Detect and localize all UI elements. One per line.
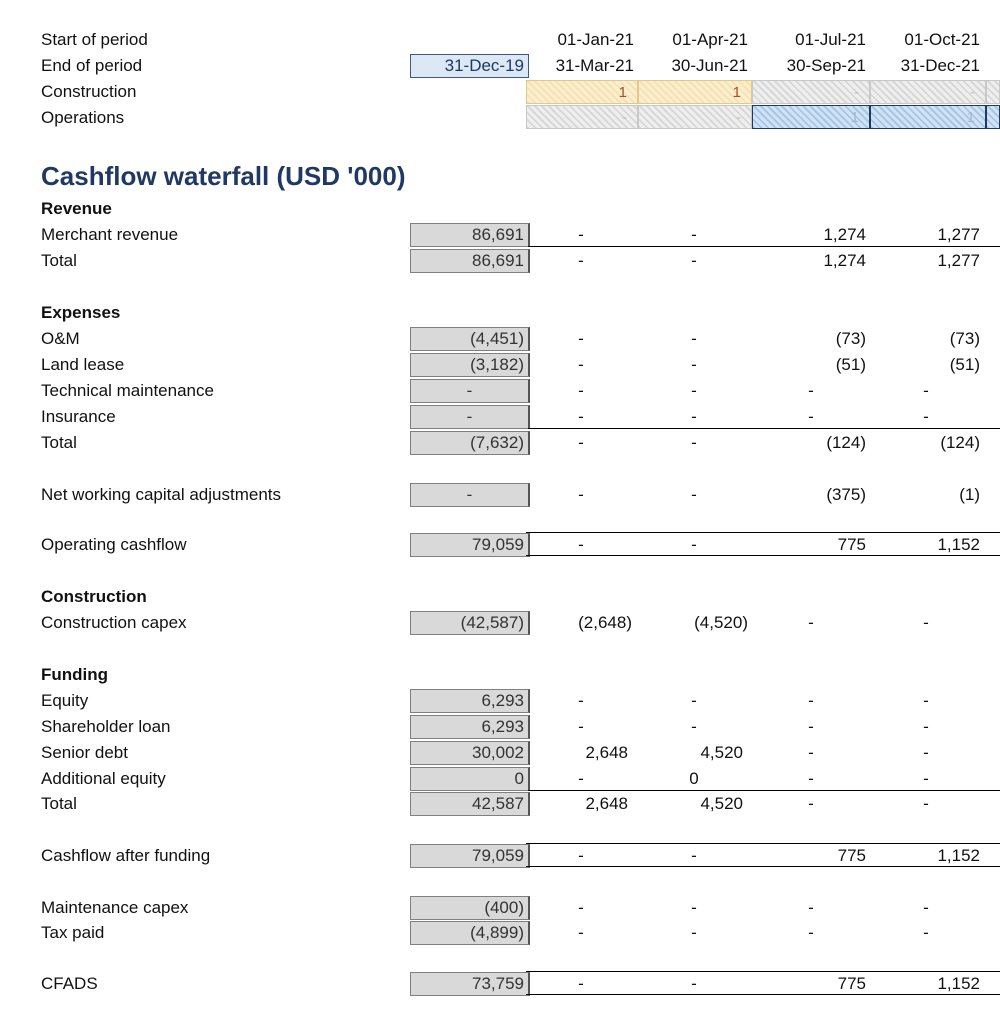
value-cell[interactable]: (124) xyxy=(940,433,980,452)
value-cell[interactable]: - xyxy=(691,355,697,374)
construction-flag-cell[interactable]: - xyxy=(752,80,870,104)
value-cell[interactable]: - xyxy=(691,407,697,426)
value-cell[interactable]: 4,520 xyxy=(700,743,743,762)
value-cell[interactable]: - xyxy=(923,769,929,788)
value-cell[interactable]: 775 xyxy=(837,974,866,993)
value-cell[interactable]: - xyxy=(923,898,929,917)
value-cell[interactable]: - xyxy=(691,846,697,865)
value-cell[interactable]: 2,648 xyxy=(585,743,628,762)
value-cell[interactable]: 1,274 xyxy=(823,251,866,270)
operating-cashflow-label: Operating cashflow xyxy=(41,535,187,554)
value-cell[interactable]: - xyxy=(578,691,584,710)
value-cell[interactable]: - xyxy=(691,535,697,554)
value-cell[interactable]: - xyxy=(923,717,929,736)
operations-flag-cell[interactable]: 1 xyxy=(870,105,986,129)
om-total-cell[interactable]: (4,451) xyxy=(410,327,530,351)
end-of-period-label: End of period xyxy=(41,56,143,75)
operating-cashflow-total-cell[interactable]: 79,059 xyxy=(410,533,530,557)
selected-date-cell[interactable]: 31-Dec-19 xyxy=(410,54,529,78)
value-cell[interactable]: 1,274 xyxy=(823,225,866,244)
funding-total-label: Total xyxy=(41,794,77,813)
value-cell[interactable]: - xyxy=(808,407,814,426)
value-cell[interactable]: - xyxy=(691,485,697,504)
senior-debt-label: Senior debt xyxy=(41,743,128,762)
value-cell[interactable]: - xyxy=(578,923,584,942)
value-cell[interactable]: - xyxy=(578,717,584,736)
value-cell[interactable]: - xyxy=(691,381,697,400)
value-cell[interactable]: - xyxy=(691,974,697,993)
expenses-total-label: Total xyxy=(41,433,77,452)
value-cell[interactable]: - xyxy=(578,381,584,400)
value-cell[interactable]: - xyxy=(691,225,697,244)
value-cell[interactable]: - xyxy=(808,613,814,632)
construction-capex-label: Construction capex xyxy=(41,613,187,632)
value-cell[interactable]: - xyxy=(578,355,584,374)
value-cell[interactable]: - xyxy=(578,407,584,426)
additional-equity-total-cell[interactable]: 0 xyxy=(410,767,530,791)
operations-flag-cell[interactable]: 1 xyxy=(752,105,870,129)
value-cell[interactable]: - xyxy=(808,381,814,400)
value-cell[interactable]: (124) xyxy=(826,433,866,452)
value-cell[interactable]: 1,277 xyxy=(937,251,980,270)
value-cell[interactable]: - xyxy=(923,923,929,942)
value-cell[interactable]: - xyxy=(923,381,929,400)
nwc-total-cell[interactable]: - xyxy=(410,483,530,507)
end-date-cell[interactable]: 30-Sep-21 xyxy=(786,56,866,75)
value-cell[interactable]: - xyxy=(578,769,584,788)
value-cell[interactable]: - xyxy=(578,846,584,865)
shareholder-loan-total-cell[interactable]: 6,293 xyxy=(410,715,530,739)
value-cell[interactable]: - xyxy=(923,613,929,632)
revenue-total-cell[interactable]: 86,691 xyxy=(410,249,530,273)
merchant-revenue-total-cell[interactable]: 86,691 xyxy=(410,223,530,247)
construction-flag-label: Construction xyxy=(41,82,137,101)
value-cell[interactable]: - xyxy=(923,407,929,426)
construction-capex-total-cell[interactable]: (42,587) xyxy=(410,611,530,635)
revenue-heading: Revenue xyxy=(41,199,112,218)
construction-flag-cell[interactable]: 1 xyxy=(638,80,752,104)
value-cell[interactable]: - xyxy=(691,717,697,736)
value-cell[interactable]: 0 xyxy=(689,769,699,788)
senior-debt-total-cell[interactable]: 30,002 xyxy=(410,741,530,765)
value-cell[interactable]: (4,520) xyxy=(694,613,748,632)
subtotal-rule xyxy=(528,428,1000,429)
value-cell[interactable]: - xyxy=(808,923,814,942)
land-lease-label: Land lease xyxy=(41,355,125,374)
value-cell[interactable]: - xyxy=(923,743,929,762)
value-cell[interactable]: - xyxy=(691,898,697,917)
funding-total-cell[interactable]: 42,587 xyxy=(410,792,530,816)
value-cell[interactable]: - xyxy=(691,329,697,348)
value-cell[interactable]: - xyxy=(578,898,584,917)
subtotal-rule xyxy=(528,246,1000,247)
tax-paid-label: Tax paid xyxy=(41,923,105,942)
insurance-label: Insurance xyxy=(41,407,116,426)
operations-flag-cell[interactable]: - xyxy=(526,105,638,129)
cfads-label: CFADS xyxy=(41,974,98,993)
tax-paid-total-cell[interactable]: (4,899) xyxy=(410,921,530,945)
technical-maintenance-label: Technical maintenance xyxy=(41,381,214,400)
value-cell[interactable]: - xyxy=(808,717,814,736)
value-cell[interactable]: 1,277 xyxy=(937,225,980,244)
start-date-cell[interactable]: 01-Jul-21 xyxy=(795,30,866,49)
cashflow-after-funding-total-cell[interactable]: 79,059 xyxy=(410,844,530,868)
start-date-cell[interactable]: 01-Jan-21 xyxy=(557,30,634,49)
revenue-total-label: Total xyxy=(41,251,77,270)
start-date-cell[interactable]: 01-Apr-21 xyxy=(672,30,748,49)
value-cell[interactable]: - xyxy=(923,691,929,710)
value-cell[interactable]: - xyxy=(808,743,814,762)
value-cell[interactable]: 1,152 xyxy=(937,535,980,554)
value-cell[interactable]: - xyxy=(578,485,584,504)
value-cell[interactable]: 1,152 xyxy=(937,846,980,865)
expenses-heading: Expenses xyxy=(41,303,121,322)
maintenance-capex-label: Maintenance capex xyxy=(41,898,189,917)
value-cell[interactable]: (73) xyxy=(949,329,980,348)
nwc-label: Net working capital adjustments xyxy=(41,485,282,504)
value-cell[interactable]: - xyxy=(691,923,697,942)
operations-flag-label: Operations xyxy=(41,108,125,127)
cfads-total-cell[interactable]: 73,759 xyxy=(410,972,530,996)
value-cell[interactable]: - xyxy=(578,974,584,993)
value-cell[interactable]: - xyxy=(808,794,814,813)
maintenance-capex-total-cell[interactable]: (400) xyxy=(410,896,530,920)
value-cell[interactable]: 775 xyxy=(837,846,866,865)
cashflow-after-funding-label: Cashflow after funding xyxy=(41,846,211,865)
value-cell[interactable]: (375) xyxy=(826,485,866,504)
value-cell[interactable]: (51) xyxy=(949,355,980,374)
value-cell[interactable]: 2,648 xyxy=(585,794,628,813)
end-date-cell[interactable]: 30-Jun-21 xyxy=(671,56,748,75)
equity-label: Equity xyxy=(41,691,89,710)
shareholder-loan-label: Shareholder loan xyxy=(41,717,171,736)
funding-heading: Funding xyxy=(41,665,109,684)
value-cell[interactable]: - xyxy=(578,329,584,348)
value-cell[interactable]: (73) xyxy=(835,329,866,348)
construction-flag-cell[interactable]: - xyxy=(870,80,986,104)
value-cell[interactable]: - xyxy=(691,251,697,270)
value-cell[interactable]: 4,520 xyxy=(700,794,743,813)
value-cell[interactable]: (1) xyxy=(959,485,980,504)
equity-total-cell[interactable]: 6,293 xyxy=(410,689,530,713)
additional-equity-label: Additional equity xyxy=(41,769,166,788)
insurance-total-cell[interactable]: - xyxy=(410,405,530,429)
value-cell[interactable]: - xyxy=(808,691,814,710)
value-cell[interactable]: - xyxy=(578,225,584,244)
operations-flag-cell-partial[interactable] xyxy=(986,105,1000,129)
value-cell[interactable]: - xyxy=(578,535,584,554)
construction-flag-cell[interactable]: 1 xyxy=(526,80,638,104)
page-title: Cashflow waterfall (USD '000) xyxy=(41,161,406,191)
value-cell[interactable]: (2,648) xyxy=(578,613,632,632)
value-cell[interactable]: - xyxy=(578,433,584,452)
value-cell[interactable]: - xyxy=(578,251,584,270)
value-cell[interactable]: 775 xyxy=(837,535,866,554)
start-date-cell[interactable]: 01-Oct-21 xyxy=(904,30,980,49)
value-cell[interactable]: - xyxy=(808,898,814,917)
subtotal-rule xyxy=(528,790,1000,791)
value-cell[interactable]: - xyxy=(691,433,697,452)
end-date-cell[interactable]: 31-Dec-21 xyxy=(900,56,980,75)
expenses-total-cell[interactable]: (7,632) xyxy=(410,431,530,455)
land-lease-total-cell[interactable]: (3,182) xyxy=(410,353,530,377)
end-date-cell[interactable]: 31-Mar-21 xyxy=(555,56,634,75)
construction-flag-cell-partial[interactable] xyxy=(986,80,1000,104)
value-cell[interactable]: - xyxy=(808,769,814,788)
value-cell[interactable]: (51) xyxy=(835,355,866,374)
start-of-period-label: Start of period xyxy=(41,30,148,49)
om-label: O&M xyxy=(41,329,80,348)
merchant-revenue-label: Merchant revenue xyxy=(41,225,179,244)
value-cell[interactable]: 1,152 xyxy=(937,974,980,993)
value-cell[interactable]: - xyxy=(923,794,929,813)
operations-flag-cell[interactable]: - xyxy=(638,105,752,129)
technical-maintenance-total-cell[interactable]: - xyxy=(410,379,530,403)
value-cell[interactable]: - xyxy=(691,691,697,710)
construction-heading: Construction xyxy=(41,587,147,606)
